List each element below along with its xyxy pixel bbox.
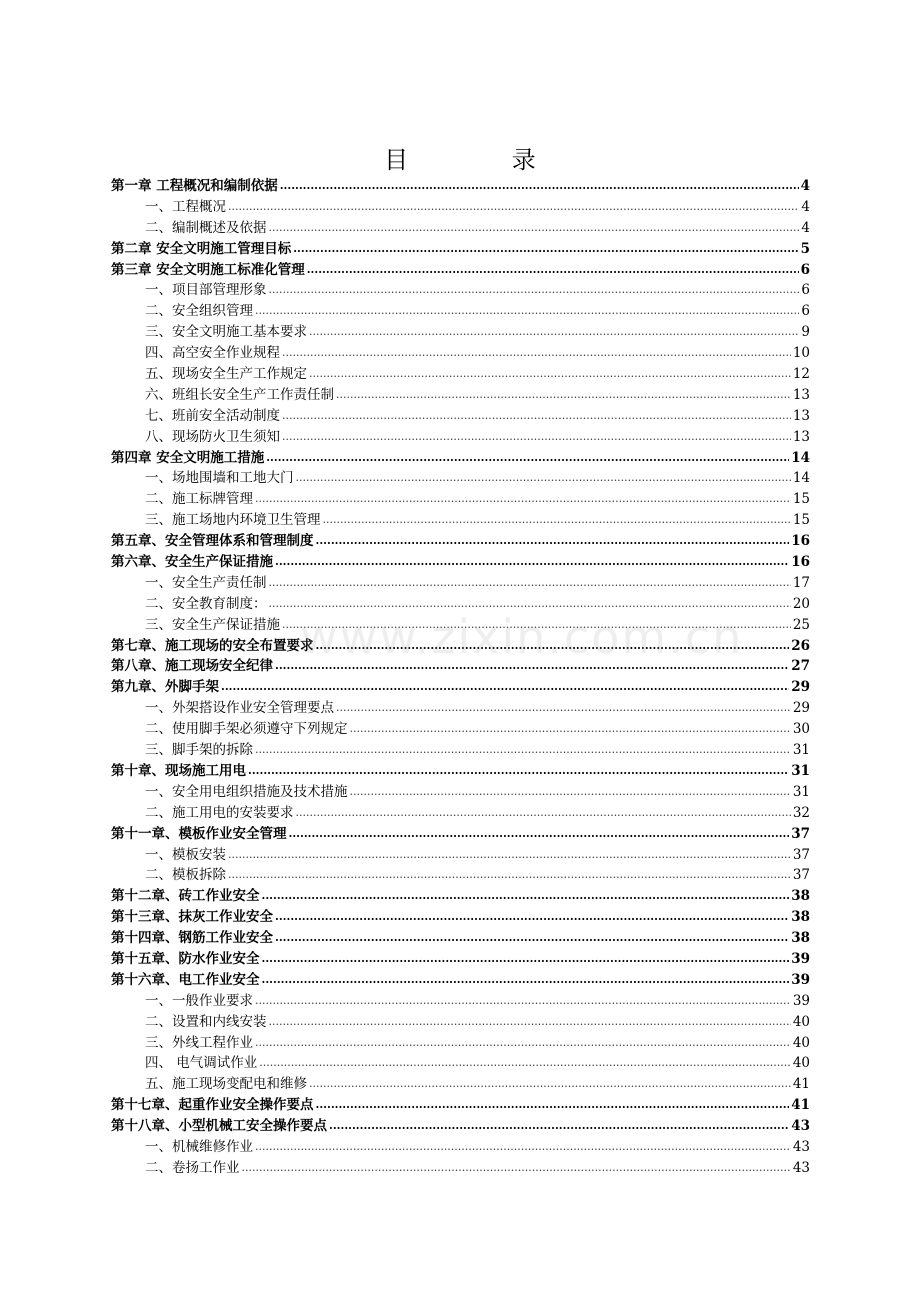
toc-entry-label: 第九章、外脚手架 — [111, 679, 219, 696]
toc-entry-label: 第十七章、起重作业安全操作要点 — [111, 1097, 314, 1114]
toc-leader-dots — [255, 489, 791, 510]
toc-leader-dots — [228, 865, 791, 886]
toc-entry-label: 第七章、施工现场的安全布置要求 — [111, 637, 314, 654]
toc-chapter-entry[interactable] — [111, 761, 810, 782]
toc-page-number: 32 — [792, 804, 810, 821]
toc-page-number: 20 — [792, 595, 810, 612]
toc-chapter-entry[interactable] — [111, 448, 810, 469]
toc-chapter-entry[interactable] — [111, 886, 810, 907]
toc-chapter-entry[interactable] — [111, 176, 810, 197]
toc-leader-dots — [262, 886, 790, 907]
toc-page-number: 31 — [791, 762, 810, 779]
toc-section-entry[interactable] — [111, 427, 810, 448]
toc-section-entry[interactable] — [111, 406, 810, 427]
toc-page-number: 25 — [792, 616, 810, 633]
toc-page-number: 43 — [791, 1118, 810, 1135]
toc-section-entry[interactable] — [111, 468, 810, 489]
toc-leader-dots — [275, 907, 789, 928]
toc-page-number: 9 — [801, 324, 810, 341]
toc-chapter-entry[interactable] — [111, 970, 810, 991]
toc-section-entry[interactable] — [111, 698, 810, 719]
toc-page-number: 38 — [791, 930, 810, 947]
toc-entry-label: 第六章、安全生产保证措施 — [111, 554, 273, 571]
table-of-contents — [111, 176, 810, 1179]
toc-page-number: 14 — [791, 449, 810, 466]
toc-entry-label: 八、现场防火卫生须知 — [145, 428, 280, 445]
toc-entry-label: 第十章、现场施工用电 — [111, 762, 246, 779]
toc-chapter-entry[interactable] — [111, 824, 810, 845]
toc-entry-label: 第十三章、抹灰工作业安全 — [111, 909, 273, 926]
toc-section-entry[interactable] — [111, 845, 810, 866]
toc-page-number: 41 — [792, 1076, 810, 1093]
toc-entry-label: 二、卷扬工作业 — [145, 1159, 240, 1176]
toc-leader-dots — [255, 301, 799, 322]
toc-page-number: 13 — [792, 407, 810, 424]
toc-section-entry[interactable] — [111, 489, 810, 510]
toc-leader-dots — [269, 573, 791, 594]
toc-page-number: 12 — [792, 366, 810, 383]
toc-section-entry[interactable] — [111, 385, 810, 406]
toc-page-number: 39 — [791, 971, 810, 988]
toc-page-number: 13 — [792, 386, 810, 403]
toc-section-entry[interactable] — [111, 1033, 810, 1054]
toc-page-number: 6 — [800, 261, 810, 278]
toc-section-entry[interactable] — [111, 719, 810, 740]
toc-leader-dots — [282, 406, 791, 427]
toc-leader-dots — [323, 510, 791, 531]
toc-leader-dots — [282, 427, 791, 448]
toc-leader-dots — [242, 1158, 791, 1179]
toc-entry-label: 第四章 安全文明施工措施 — [111, 449, 265, 466]
toc-section-entry[interactable] — [111, 280, 810, 301]
toc-leader-dots — [255, 1137, 791, 1158]
toc-leader-dots — [275, 552, 789, 573]
toc-page-number: 39 — [791, 950, 810, 967]
toc-entry-label: 二、模板拆除 — [145, 867, 226, 884]
toc-section-entry[interactable] — [111, 865, 810, 886]
toc-page-number: 6 — [801, 303, 810, 320]
toc-page-number: 14 — [792, 470, 810, 487]
toc-chapter-entry[interactable] — [111, 677, 810, 698]
toc-section-entry[interactable] — [111, 322, 810, 343]
toc-entry-label: 第十一章、模板作业安全管理 — [111, 825, 287, 842]
toc-entry-label: 二、使用脚手架必须遵守下列规定 — [145, 721, 348, 738]
toc-entry-label: 一、模板安装 — [145, 846, 226, 863]
toc-chapter-entry[interactable] — [111, 239, 810, 260]
toc-leader-dots — [309, 1074, 791, 1095]
watermark: www.zixin.com.cn — [300, 610, 744, 664]
toc-entry-label: 第十二章、砖工作业安全 — [111, 888, 260, 905]
toc-page-number: 31 — [792, 742, 810, 759]
toc-page-number: 26 — [791, 637, 810, 654]
toc-leader-dots — [280, 176, 799, 197]
toc-entry-label: 五、现场安全生产工作规定 — [145, 366, 307, 383]
toc-leader-dots — [259, 1053, 791, 1074]
toc-section-entry[interactable] — [111, 1053, 810, 1074]
toc-leader-dots — [282, 343, 791, 364]
toc-entry-label: 六、班组长安全生产工作责任制 — [145, 386, 334, 403]
toc-leader-dots — [255, 740, 791, 761]
toc-page-number: 15 — [792, 512, 810, 529]
toc-leader-dots — [336, 698, 791, 719]
toc-page-number: 5 — [800, 240, 810, 257]
toc-section-entry[interactable] — [111, 364, 810, 385]
toc-page-number: 17 — [792, 574, 810, 591]
toc-entry-label: 第一章 工程概况和编制依据 — [111, 178, 278, 194]
toc-page-number: 10 — [792, 345, 810, 362]
toc-page-number: 16 — [791, 533, 810, 550]
toc-leader-dots — [248, 761, 789, 782]
toc-leader-dots — [350, 719, 791, 740]
toc-entry-label: 二、施工用电的安装要求 — [145, 804, 294, 821]
toc-page-number: 40 — [792, 1013, 810, 1030]
toc-leader-dots — [269, 1012, 791, 1033]
toc-chapter-entry[interactable] — [111, 260, 810, 281]
toc-leader-dots — [275, 928, 789, 949]
toc-entry-label: 第五章、安全管理体系和管理制度 — [111, 533, 314, 550]
toc-entry-label: 五、施工现场变配电和维修 — [145, 1076, 307, 1093]
toc-leader-dots — [296, 468, 791, 489]
toc-chapter-entry[interactable] — [111, 907, 810, 928]
toc-leader-dots — [309, 322, 799, 343]
toc-entry-label: 三、安全文明施工基本要求 — [145, 324, 307, 341]
toc-entry-label: 一、安全用电组织措施及技术措施 — [145, 783, 348, 800]
toc-entry-label: 一、一般作业要求 — [145, 992, 253, 1009]
toc-entry-label: 第三章 安全文明施工标准化管理 — [111, 261, 305, 278]
toc-page-number: 29 — [791, 679, 810, 696]
toc-leader-dots — [309, 364, 791, 385]
toc-entry-label: 一、机械维修作业 — [145, 1138, 253, 1155]
toc-entry-label: 三、安全生产保证措施 — [145, 616, 280, 633]
toc-section-entry[interactable] — [111, 197, 810, 218]
toc-section-entry[interactable] — [111, 573, 810, 594]
toc-leader-dots — [350, 782, 791, 803]
toc-section-entry[interactable] — [111, 803, 810, 824]
toc-page-number: 41 — [791, 1097, 810, 1114]
page-title: 目 录 — [384, 146, 584, 174]
toc-leader-dots — [269, 280, 800, 301]
toc-section-entry[interactable] — [111, 1074, 810, 1095]
toc-page-number: 27 — [791, 658, 810, 675]
toc-entry-label: 第十五章、防水作业安全 — [111, 950, 260, 967]
toc-page-number: 38 — [791, 909, 810, 926]
toc-entry-label: 二、编制概述及依据 — [145, 219, 267, 236]
toc-entry-label: 第十六章、电工作业安全 — [111, 971, 260, 988]
toc-leader-dots — [221, 677, 789, 698]
toc-entry-label: 三、脚手架的拆除 — [145, 742, 253, 759]
toc-chapter-entry[interactable] — [111, 1095, 810, 1116]
toc-entry-label: 一、场地围墙和工地大门 — [145, 470, 294, 487]
toc-leader-dots — [255, 991, 791, 1012]
toc-page-number: 4 — [800, 178, 810, 194]
toc-page-number: 13 — [792, 428, 810, 445]
toc-entry-label: 二、安全教育制度： — [145, 595, 267, 612]
toc-leader-dots — [316, 1095, 790, 1116]
toc-leader-dots — [228, 197, 799, 218]
toc-entry-label: 一、工程概况 — [145, 198, 226, 215]
toc-leader-dots — [329, 1116, 789, 1137]
toc-chapter-entry[interactable] — [111, 928, 810, 949]
toc-chapter-entry[interactable] — [111, 949, 810, 970]
toc-leader-dots — [336, 385, 791, 406]
toc-page-number: 37 — [792, 867, 810, 884]
toc-page-number: 16 — [791, 554, 810, 571]
toc-section-entry[interactable] — [111, 1012, 810, 1033]
toc-leader-dots — [293, 239, 798, 260]
toc-leader-dots — [262, 970, 790, 991]
toc-leader-dots — [316, 531, 790, 552]
toc-page-number: 4 — [801, 219, 810, 236]
toc-page-number: 43 — [792, 1159, 810, 1176]
toc-page-number: 40 — [792, 1055, 810, 1072]
toc-section-entry[interactable] — [111, 218, 810, 239]
toc-entry-label: 七、班前安全活动制度 — [145, 407, 280, 424]
toc-entry-label: 一、安全生产责任制 — [145, 574, 267, 591]
toc-page-number: 29 — [792, 700, 810, 717]
toc-section-entry[interactable] — [111, 1137, 810, 1158]
toc-chapter-entry[interactable] — [111, 1116, 810, 1137]
toc-entry-label: 第十八章、小型机械工安全操作要点 — [111, 1118, 327, 1135]
toc-entry-label: 二、设置和内线安装 — [145, 1013, 267, 1030]
toc-leader-dots — [307, 260, 799, 281]
toc-page-number: 30 — [792, 721, 810, 738]
toc-leader-dots — [262, 949, 790, 970]
toc-page-number: 43 — [792, 1138, 810, 1155]
toc-entry-label: 第十四章、钢筋工作业安全 — [111, 930, 273, 947]
toc-section-entry[interactable] — [111, 301, 810, 322]
toc-entry-label: 第八章、施工现场安全纪律 — [111, 658, 273, 675]
toc-leader-dots — [269, 218, 800, 239]
toc-section-entry[interactable] — [111, 991, 810, 1012]
toc-entry-label: 四、高空安全作业规程 — [145, 345, 280, 362]
toc-entry-label: 二、施工标牌管理 — [145, 491, 253, 508]
toc-page-number: 31 — [792, 783, 810, 800]
toc-leader-dots — [255, 1033, 791, 1054]
toc-page-number: 40 — [792, 1034, 810, 1051]
toc-chapter-entry[interactable] — [111, 552, 810, 573]
toc-section-entry[interactable] — [111, 343, 810, 364]
toc-chapter-entry[interactable] — [111, 531, 810, 552]
toc-page-number: 37 — [791, 825, 810, 842]
toc-leader-dots — [289, 824, 790, 845]
toc-leader-dots — [228, 845, 791, 866]
toc-page-number: 37 — [792, 846, 810, 863]
toc-entry-label: 三、施工场地内环境卫生管理 — [145, 512, 321, 529]
toc-entry-label: 二、安全组织管理 — [145, 303, 253, 320]
toc-entry-label: 一、外架搭设作业安全管理要点 — [145, 700, 334, 717]
toc-page-number: 15 — [792, 491, 810, 508]
toc-section-entry[interactable] — [111, 740, 810, 761]
toc-entry-label: 四、 电气调试作业 — [145, 1055, 258, 1072]
toc-leader-dots — [266, 448, 789, 469]
toc-entry-label: 一、项目部管理形象 — [145, 282, 267, 299]
toc-page-number: 4 — [801, 198, 810, 215]
toc-page-number: 39 — [792, 992, 810, 1009]
toc-page-number: 38 — [791, 888, 810, 905]
toc-entry-label: 第二章 安全文明施工管理目标 — [111, 240, 292, 257]
toc-page-number: 6 — [801, 282, 810, 299]
toc-entry-label: 三、外线工程作业 — [145, 1034, 253, 1051]
toc-section-entry[interactable] — [111, 510, 810, 531]
toc-section-entry[interactable] — [111, 782, 810, 803]
toc-section-entry[interactable] — [111, 1158, 810, 1179]
toc-leader-dots — [296, 803, 791, 824]
